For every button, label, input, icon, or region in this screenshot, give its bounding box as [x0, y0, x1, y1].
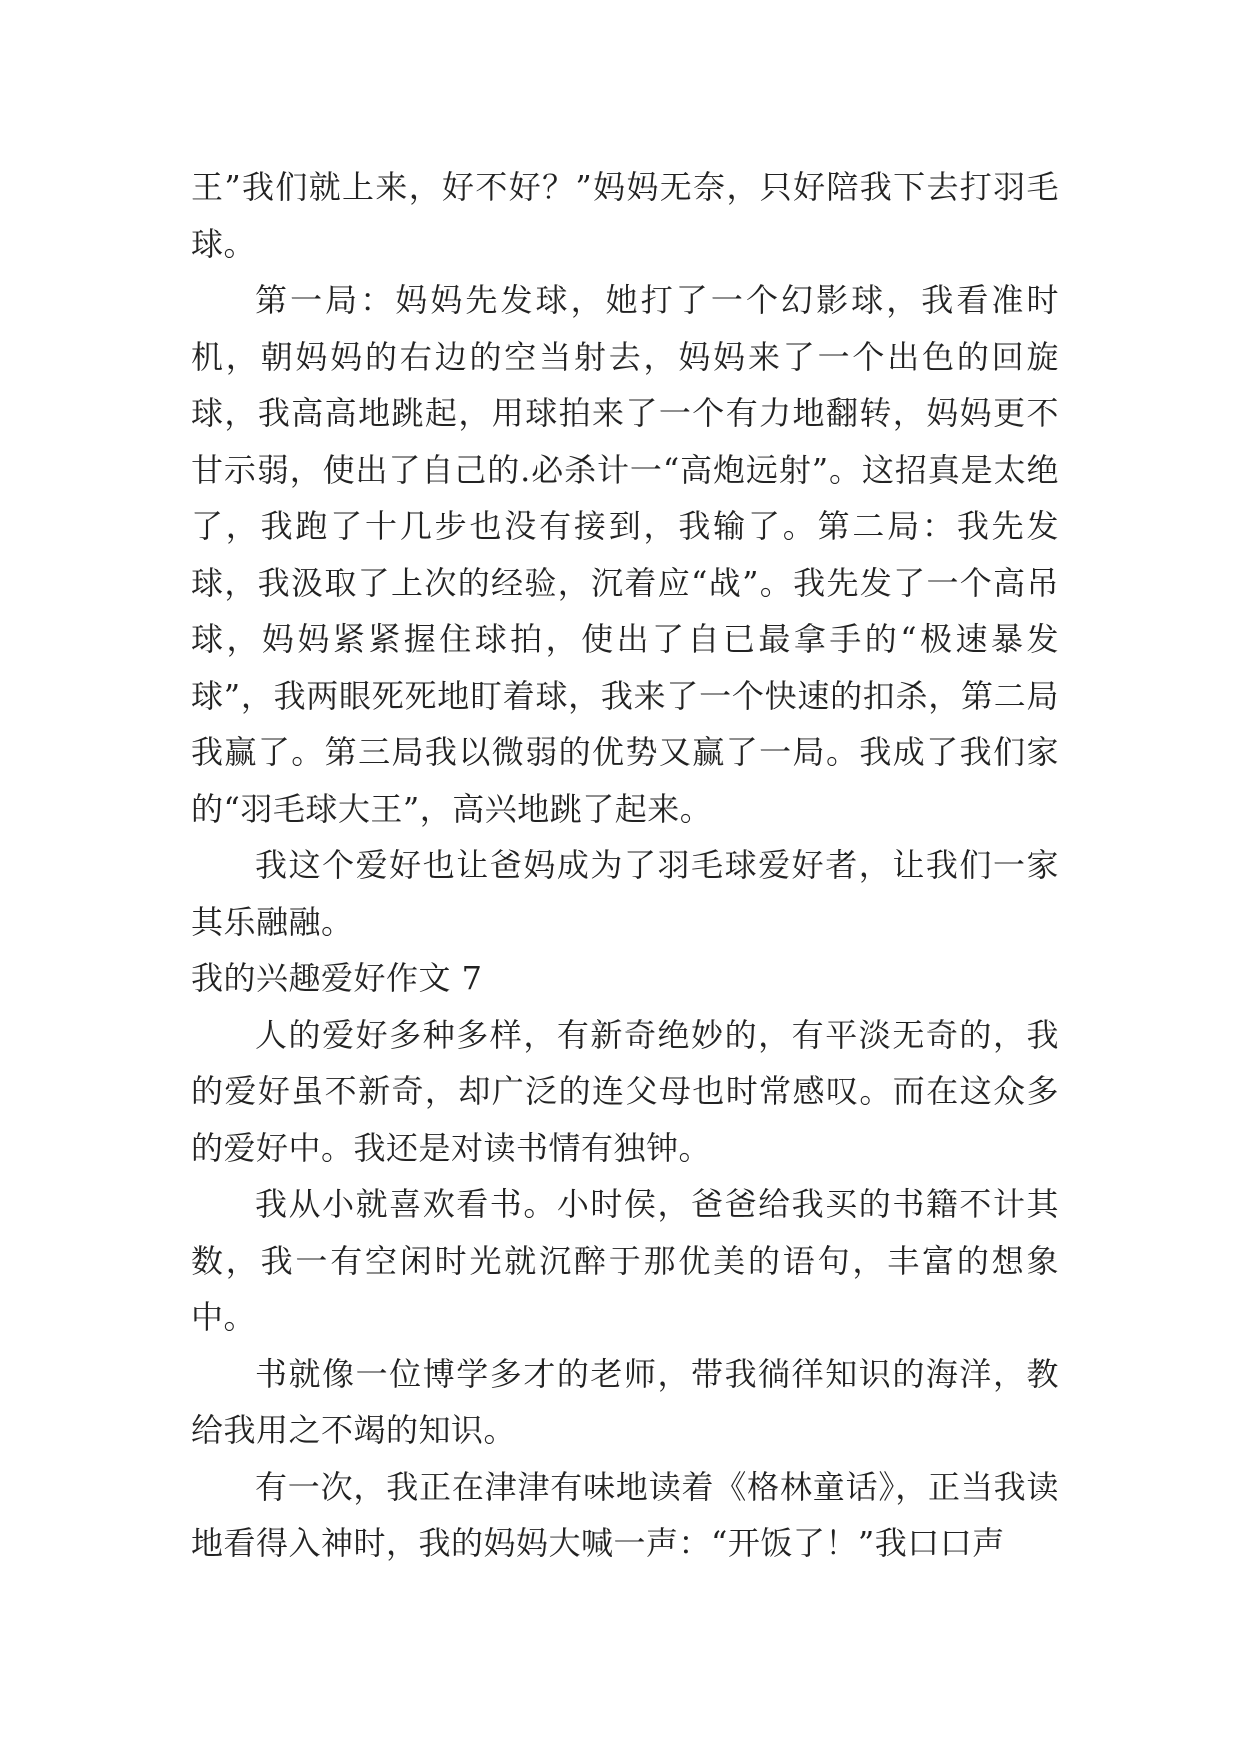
- paragraph-childhood-reading: 我从小就喜欢看书。小时侯，爸爸给我买的书籍不计其数，我一有空闲时光就沉醉于那优美的语句，丰富的想象中。: [191, 1185, 1059, 1336]
- paragraph-book-teacher: 书就像一位博学多才的老师，带我徜徉知识的海洋，教给我用之不竭的知识。: [191, 1354, 1059, 1449]
- document-body: [191, 159, 1059, 1572]
- paragraph-first-game: 第一局：妈妈先发球，她打了一个幻影球，我看准时机，朝妈妈的右边的空当射去，妈妈来了一个出色的回旋球，我高高地跳起，用球拍来了一个有力地翻转，妈妈更不甘示弱，使出了自己的.必杀计一“高炮远射”。这招真是太绝了，我跑了十几步也没有接到，我输了。第二局：我先发球，我汲取了上次的经验，沉着应“战”。我先发了一个高吊球，妈妈紧紧握住球拍，使出了自已最拿手的“极速暴发球”，我两眼死死地盯着球，我来了一个快速的扣杀，第二局我赢了。第三局我以微弱的优势又赢了一局。我成了我们家的“羽毛球大王”，高兴地跳了起来。: [191, 281, 1059, 828]
- paragraph-grimm-story: 有一次，我正在津津有味地读着《格林童话》，正当我读地看得入神时，我的妈妈大喊一声：“开饭了！”我口口声: [191, 1467, 1059, 1562]
- paragraph-hobbies-intro: 人的爱好多种多样，有新奇绝妙的，有平淡无奇的，我的爱好虽不新奇，却广泛的连父母也时常感叹。而在这众多的爱好中。我还是对读书情有独钟。: [191, 1015, 1059, 1167]
- essay-heading: 我的兴趣爱好作文 7: [191, 959, 483, 997]
- paragraph-family-hobby: 我这个爱好也让爸妈成为了羽毛球爱好者，让我们一家其乐融融。: [191, 846, 1059, 941]
- paragraph-continuation: 王”我们就上来，好不好？”妈妈无奈，只好陪我下去打羽毛球。: [191, 168, 1059, 263]
